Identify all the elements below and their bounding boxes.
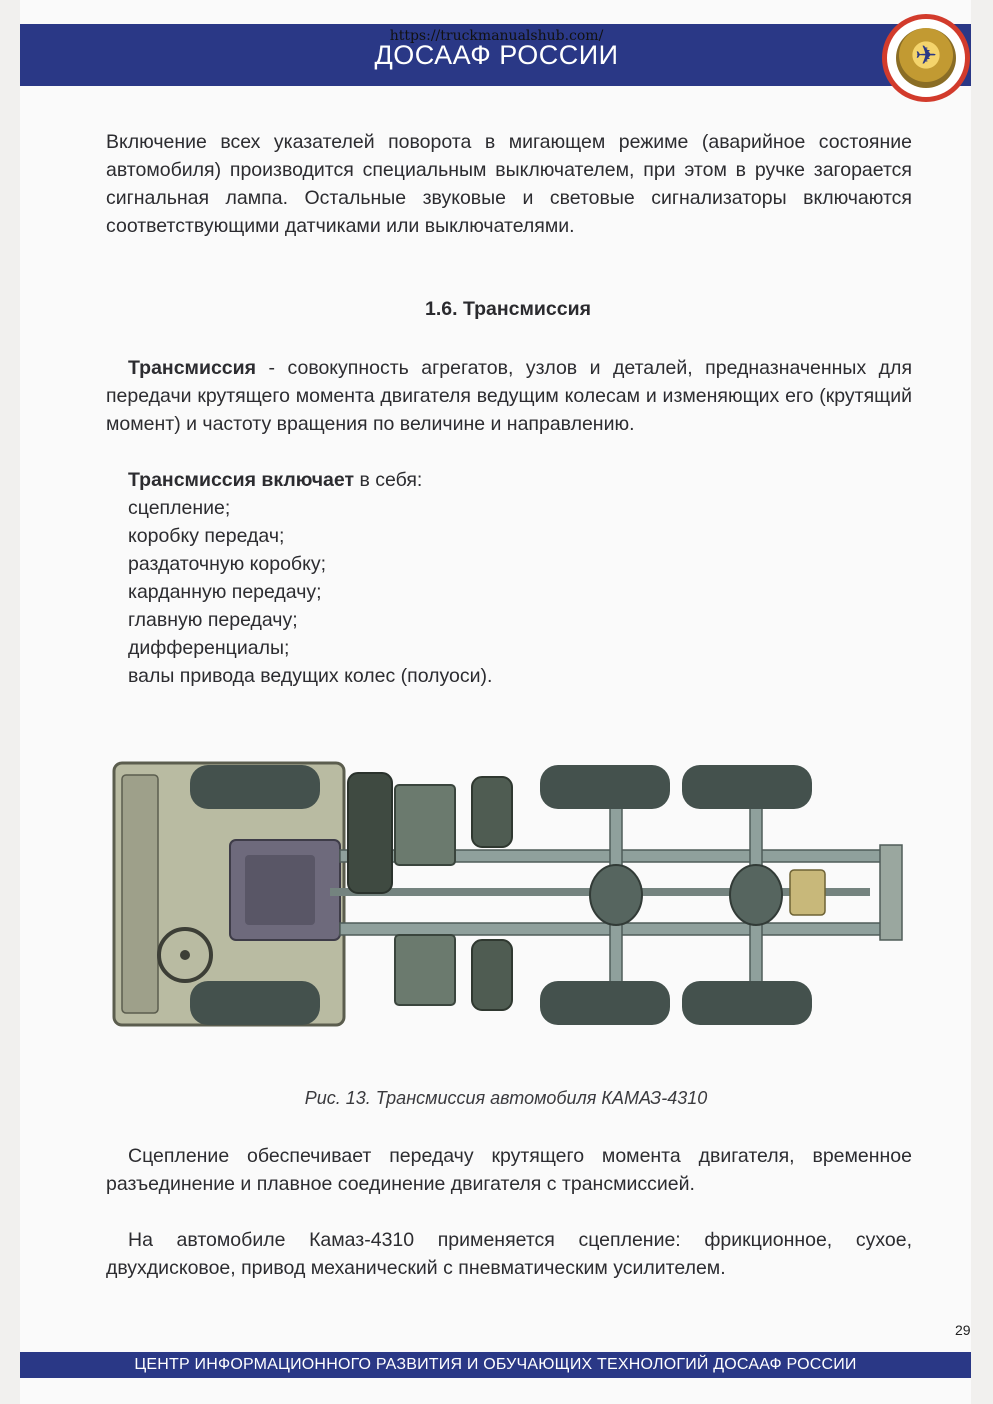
list-item: сцепление; [128, 497, 231, 519]
figure-caption: Рис. 13. Трансмиссия автомобиля КАМАЗ-4310 [304, 1088, 708, 1108]
includes-bold: Трансмиссия включает [128, 469, 355, 491]
list-item: валы привода ведущих колес (полуоси). [128, 665, 493, 687]
truck-transmission-figure [110, 745, 908, 1050]
section-heading: 1.6. Трансмиссия [425, 298, 591, 320]
paragraph-definition [106, 354, 912, 438]
header-title: ДОСААФ РОССИИ [374, 40, 619, 70]
transmission-parts-list [128, 494, 492, 690]
definition-term: Трансмиссия [128, 357, 257, 379]
includes-rest: в себя: [354, 469, 423, 491]
list-item: раздаточную коробку; [128, 553, 326, 575]
list-item: дифференциалы; [128, 637, 290, 659]
footer-text: ЦЕНТР ИНФОРМАЦИОННОГО РАЗВИТИЯ И ОБУЧАЮЩИХ ТЕХНОЛОГИЙ ДОСААФ РОССИИ [134, 1356, 857, 1373]
list-item: коробку передач; [128, 525, 285, 547]
source-url: https://truckmanualshub.com/ [389, 28, 604, 44]
definition-text: - совокупность агрегатов, узлов и деталей, предназначенных для передачи крутящего момента двигателя ведущим колесам и изменяющих его (крутящий момент) и частоту вращения по величине и направлению. [106, 357, 912, 435]
paragraph-clutch-purpose: Сцепление обеспечивает передачу крутящего момента двигателя, временное разъединение и плавное соединение двигателя с трансмиссией. [106, 1145, 912, 1195]
dosaaf-emblem-icon: ✈ [882, 14, 970, 102]
paragraph-clutch-type: На автомобиле Камаз-4310 применяется сцепление: фрикционное, сухое, двухдисковое, привод механический с пневматическим усилителем. [106, 1229, 912, 1279]
list-item: главную передачу; [128, 609, 298, 631]
page-number: 29 [955, 1322, 971, 1338]
includes-line [128, 466, 422, 494]
paragraph-hazard-lights: Включение всех указателей поворота в мигающем режиме (аварийное состояние автомобиля) производится специальным выключателем, при этом в ручке загорается сигнальная лампа. Остальные звуковые и световые сигнализаторы включаются соответствующими датчиками или выключателями. [106, 131, 912, 237]
truck-chassis-illustration [110, 745, 908, 1050]
list-item: карданную передачу; [128, 581, 322, 603]
